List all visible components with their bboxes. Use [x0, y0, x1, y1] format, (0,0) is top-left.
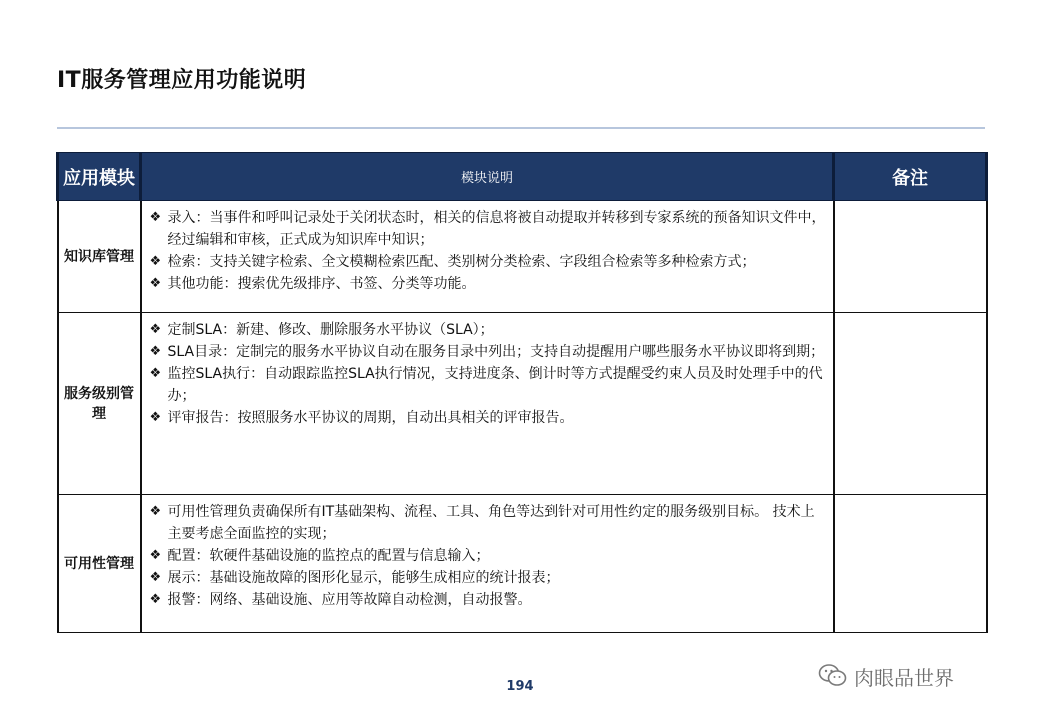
- remark-cell: [834, 495, 987, 633]
- header-remark: 备注: [834, 153, 987, 201]
- list-item: ❖ 评审报告：按照服务水平协议的周期，自动出具相关的评审报告。: [150, 407, 829, 429]
- diamond-bullet-icon: ❖: [149, 254, 162, 269]
- diamond-bullet-icon: ❖: [149, 322, 162, 337]
- description-cell: [141, 313, 834, 495]
- page-number: 194: [506, 679, 534, 694]
- diamond-bullet-icon: ❖: [149, 570, 162, 585]
- list-item: ❖ 监控SLA执行：自动跟踪监控SLA执行情况，支持进度条、倒计时等方式提醒受约束人员及时处理手中的代办；: [150, 363, 829, 407]
- diamond-bullet-icon: ❖: [149, 344, 162, 359]
- watermark: [818, 659, 954, 693]
- table-header-row: [58, 153, 987, 201]
- diamond-bullet-icon: ❖: [149, 410, 162, 425]
- list-item: ❖ 配置：软硬件基础设施的监控点的配置与信息输入；: [150, 545, 829, 567]
- diamond-bullet-icon: ❖: [149, 210, 162, 225]
- list-item: ❖ 定制SLA：新建、修改、删除服务水平协议（SLA）；: [150, 319, 829, 341]
- description-cell: [141, 495, 834, 633]
- header-description: 模块说明: [141, 153, 834, 201]
- remark-cell: [834, 313, 987, 495]
- list-item: ❖ SLA目录：定制完的服务水平协议自动在服务目录中列出；支持自动提醒用户哪些服务水平协议即将到期；: [150, 341, 829, 363]
- remark-cell: [834, 201, 987, 313]
- page-title: IT服务管理应用功能说明: [57, 68, 307, 93]
- diamond-bullet-icon: ❖: [149, 548, 162, 563]
- list-item: ❖ 其他功能：搜索优先级排序、书签、分类等功能。: [150, 273, 829, 295]
- table-row: [58, 495, 987, 633]
- diamond-bullet-icon: ❖: [149, 504, 162, 519]
- diamond-bullet-icon: ❖: [149, 592, 162, 607]
- title-divider: [57, 127, 985, 129]
- watermark-text: 肉眼品世界: [854, 665, 954, 690]
- module-cell: 服务级别管理: [58, 313, 141, 495]
- list-item: ❖ 检索：支持关键字检索、全文模糊检索匹配、类别树分类检索、字段组合检索等多种检索方式；: [150, 251, 829, 273]
- wechat-icon: [818, 663, 848, 689]
- header-module: 应用模块: [58, 153, 141, 201]
- table-row: [58, 201, 987, 313]
- module-cell: 可用性管理: [58, 495, 141, 633]
- list-item: ❖ 报警：网络、基础设施、应用等故障自动检测，自动报警。: [150, 589, 829, 611]
- description-cell: [141, 201, 834, 313]
- list-item: ❖ 可用性管理负责确保所有IT基础架构、流程、工具、角色等达到针对可用性约定的服务级别目标。 技术上主要考虑全面监控的实现；: [150, 501, 829, 545]
- function-table: [56, 152, 988, 633]
- diamond-bullet-icon: ❖: [149, 276, 162, 291]
- list-item: ❖ 录入：当事件和呼叫记录处于关闭状态时，相关的信息将被自动提取并转移到专家系统的预备知识文件中，经过编辑和审核，正式成为知识库中知识；: [150, 207, 829, 251]
- module-cell: 知识库管理: [58, 201, 141, 313]
- list-item: ❖ 展示：基础设施故障的图形化显示，能够生成相应的统计报表；: [150, 567, 829, 589]
- diamond-bullet-icon: ❖: [149, 366, 162, 381]
- table-row: [58, 313, 987, 495]
